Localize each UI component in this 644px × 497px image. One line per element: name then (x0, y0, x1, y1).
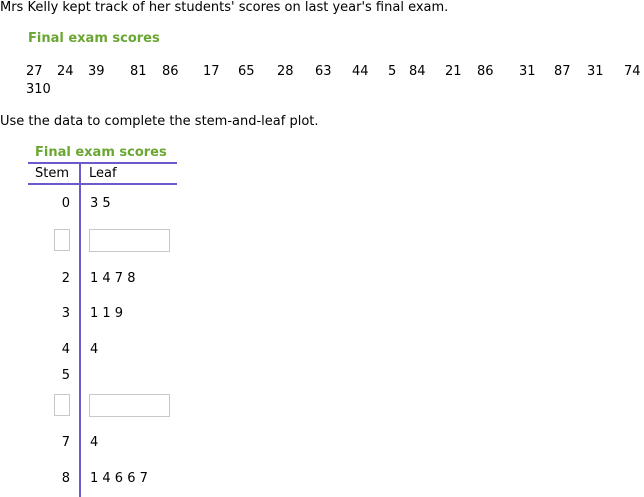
score-value: 86 (477, 64, 494, 79)
score-value: 21 (445, 64, 462, 79)
score-value: 81 (130, 64, 147, 79)
score-value: 87 (554, 64, 571, 79)
scores-row-1 (26, 64, 644, 80)
score-value: 27 (26, 64, 43, 79)
stem-cell: 5 (61, 368, 70, 383)
stem-input[interactable] (54, 229, 70, 251)
stem-leaf-divider (79, 162, 81, 497)
leaf-cell: 4 (90, 342, 99, 357)
stem-cell: 4 (61, 342, 70, 357)
stem-cell: 7 (61, 435, 70, 450)
stem-header: Stem (35, 166, 70, 181)
leaf-cell: 1 4 6 6 7 (90, 471, 148, 486)
stem-input[interactable] (54, 394, 70, 416)
score-value: 31 (519, 64, 536, 79)
stem-cell: 0 (61, 196, 70, 211)
stem-cell: 3 (61, 306, 70, 321)
data-title: Final exam scores (28, 31, 160, 46)
scores-row-2 (26, 82, 51, 98)
leaf-cell: 1 1 9 (90, 306, 124, 321)
score-value: 86 (162, 64, 179, 79)
plot-header-rule (28, 183, 177, 185)
plot-top-rule (28, 162, 177, 164)
score-value: 10 (34, 82, 51, 97)
leaf-input[interactable] (89, 229, 170, 252)
score-value: 5 (388, 64, 397, 79)
score-value: 39 (88, 64, 105, 79)
plot-title: Final exam scores (35, 145, 167, 160)
score-value: 65 (238, 64, 255, 79)
score-value: 63 (315, 64, 332, 79)
intro-text: Mrs Kelly kept track of her students' scores on last year's final exam. (0, 0, 449, 15)
score-value: 74 (624, 64, 641, 79)
score-value: 44 (352, 64, 369, 79)
score-value: 31 (587, 64, 604, 79)
stem-cell: 2 (61, 271, 70, 286)
stem-cell: 8 (61, 471, 70, 486)
leaf-cell: 4 (90, 435, 99, 450)
score-value: 24 (57, 64, 74, 79)
leaf-input[interactable] (89, 394, 170, 417)
leaf-cell: 1 4 7 8 (90, 271, 136, 286)
score-value: 17 (203, 64, 220, 79)
score-value: 28 (277, 64, 294, 79)
leaf-cell: 3 5 (90, 196, 111, 211)
score-value: 84 (409, 64, 426, 79)
leaf-header: Leaf (89, 166, 117, 181)
score-value: 3 (26, 82, 35, 97)
instructions-text: Use the data to complete the stem-and-leaf plot. (0, 114, 319, 129)
